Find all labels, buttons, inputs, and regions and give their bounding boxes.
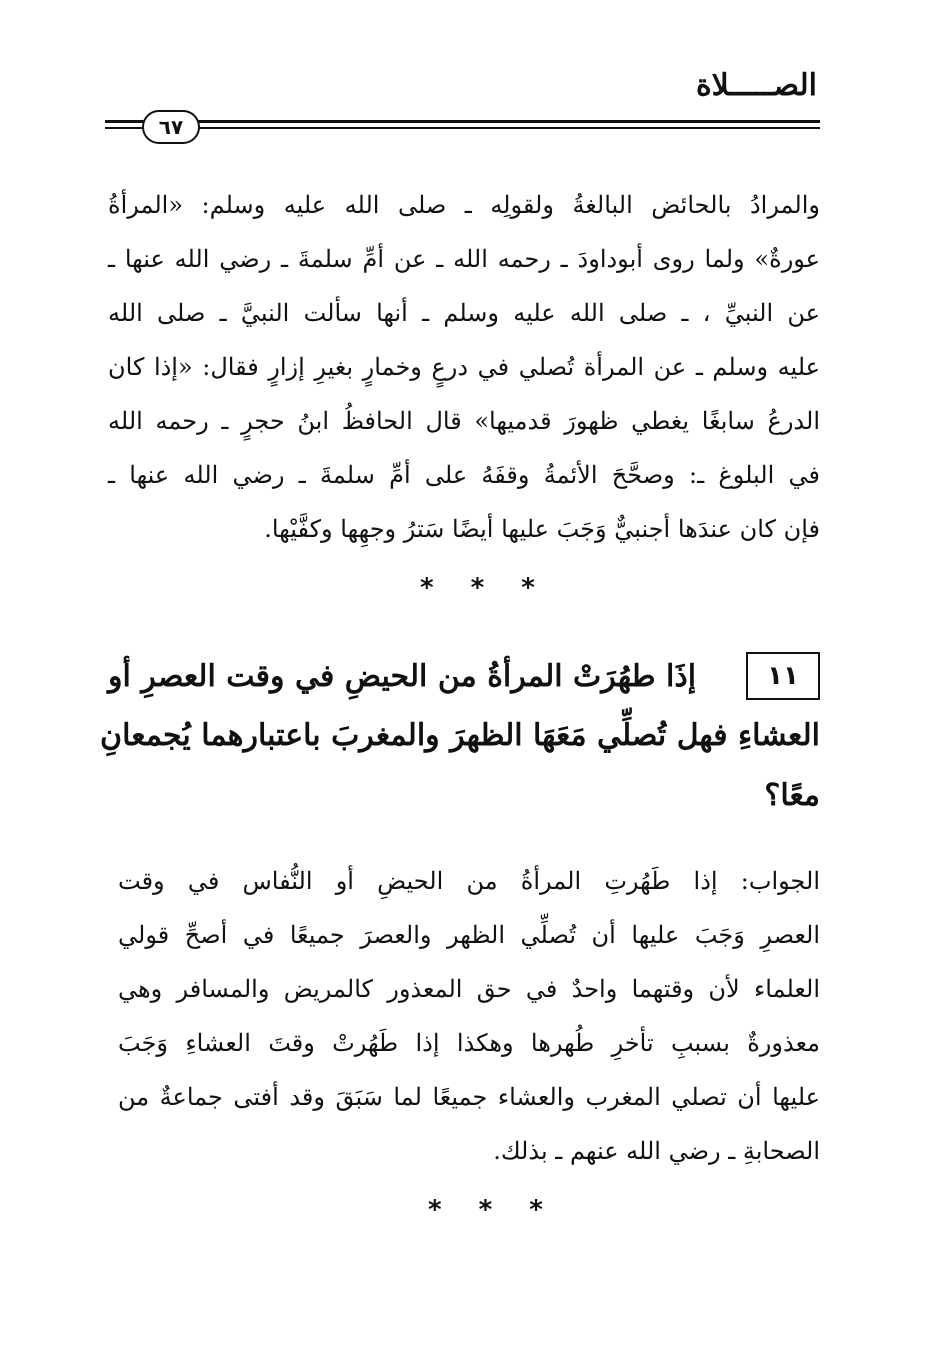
text-line: الدرعُ سابغًا يغطي ظهورَ قدميها» قال الحافظُ ابنُ حجرٍ ـ رحمه الله bbox=[108, 407, 820, 435]
question-text-line: معًا؟ bbox=[764, 778, 820, 813]
question-text-line: إذَا طهُرَتْ المرأةُ من الحيضِ في وقت العصرِ أو bbox=[108, 658, 697, 694]
text-line: العلماء لأن وقتهما واحدٌ في حق المعذور كالمريض والمسافر وهي bbox=[118, 975, 820, 1003]
answer-paragraph bbox=[118, 854, 820, 1178]
question-first-line bbox=[108, 646, 820, 706]
text-line: في البلوغ ـ: وصحَّحَ الأئمةُ وقفَهُ على أمِّ سلمةَ ـ رضي الله عنها ـ bbox=[108, 461, 820, 489]
text-line: والمرادُ بالحائض البالغةُ ولقولِه ـ صلى الله عليه وسلم: «المرأةُ bbox=[108, 191, 821, 219]
text-line: عليها أن تصلي المغرب والعشاء جميعًا لما سَبَقَ وقد أفتى جماعةٌ من bbox=[118, 1083, 820, 1111]
question-text-line: العشاءِ فهل تُصلِّي مَعَهَا الظهرَ والمغربَ باعتبارهما يُجمعانِ bbox=[100, 718, 820, 753]
header-rule-thick-line bbox=[105, 120, 820, 123]
question-heading bbox=[100, 646, 820, 826]
section-separator: * * * bbox=[420, 573, 549, 603]
text-line: عورةٌ» ولما روى أبوداودَ ـ رحمه الله ـ عن أمِّ سلمةَ ـ رضي الله عنها ـ bbox=[108, 245, 820, 273]
header-rule bbox=[105, 120, 820, 132]
page-number: ٦٧ bbox=[142, 110, 200, 144]
text-line: فإن كان عندَها أجنبيٌّ وَجَبَ عليها أيضًا سَترُ وجهِها وكفَّيْها. bbox=[264, 515, 820, 543]
header-rule-thin-line bbox=[105, 127, 820, 129]
section-separator: * * * bbox=[428, 1195, 557, 1225]
text-line: عن النبيِّ ، ـ صلى الله عليه وسلم ـ أنها سألت النبيَّ ـ صلى الله bbox=[108, 299, 820, 327]
text-line: معذورةٌ بسببِ تأخرِ طُهرها وهكذا إذا طَهُرتْ وقتَ العشاءِ وَجَبَ bbox=[118, 1029, 820, 1057]
text-line: العصرِ وَجَبَ عليها أن تُصلِّي الظهر والعصرَ جميعًا في أصحِّ قولي bbox=[118, 921, 821, 949]
running-title: الصـــــلاة bbox=[695, 68, 817, 103]
text-line: الصحابةِ ـ رضي الله عنهم ـ بذلك. bbox=[493, 1137, 820, 1165]
text-line: الجواب: إذا طَهُرتِ المرأةُ من الحيضِ أو النُّفاس في وقت bbox=[118, 867, 820, 895]
paragraph-intro bbox=[108, 178, 820, 556]
question-number-box: ١١ bbox=[746, 652, 820, 700]
text-line: عليه وسلم ـ عن المرأة تُصلي في درعٍ وخمارٍ بغيرِ إزارٍ فقال: «إذا كان bbox=[108, 353, 820, 381]
